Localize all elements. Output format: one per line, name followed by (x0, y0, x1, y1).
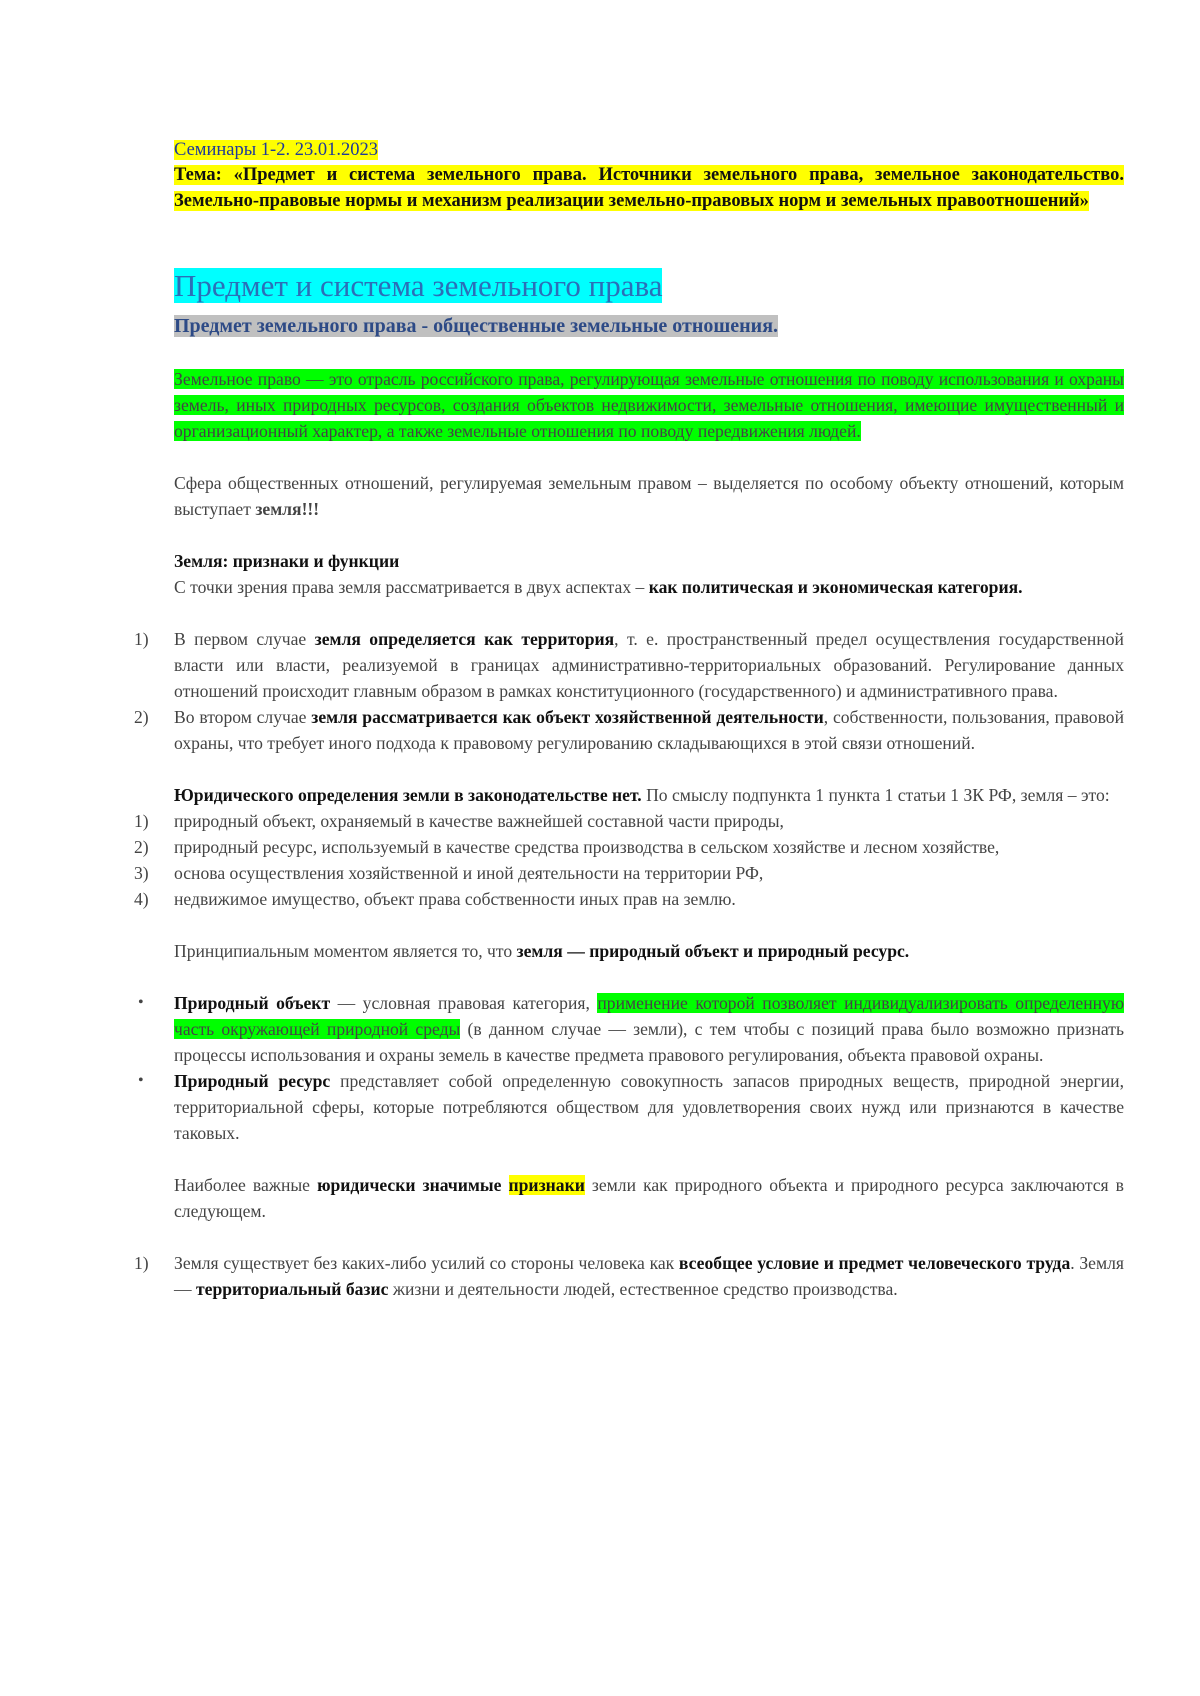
land-definition-list (134, 808, 1124, 912)
heading-1: Предмет и система земельного права (174, 268, 663, 303)
bullet-list (138, 990, 1124, 1146)
list-item: 4) недвижимое имущество, объект права собственности иных прав на землю. (134, 889, 736, 909)
list-item: 2) природный ресурс, используемый в качестве средства производства в сельском хозяйстве и лесном хозяйстве, (134, 837, 1000, 857)
land-intro: С точки зрения права земля рассматривается в двух аспектах – как политическая и экономическая категория. (174, 577, 1023, 597)
list-item: • Природный объект — условная правовая категория, применение которой позволяет индивидуализировать определенную часть окружающей природной среды (в данном случае — земли), с тем чтобы с позиций права было возможно признать процессы использования и охраны земель в качестве предмета правового регулирования, объекта правовой охраны. (138, 993, 1124, 1065)
list-item: 1) Земля существует без каких-либо усилий со стороны человека как всеобщее условие и предмет человеческого труда. Земля — территориальный базис жизни и деятельности людей, естественное средство производства. (134, 1253, 1124, 1299)
features-paragraph: Наиболее важные юридически значимые признаки земли как природного объекта и природного ресурса заключаются в следующем. (174, 1175, 1124, 1221)
list-item: 2) Во втором случае земля рассматривается как объект хозяйственной деятельности, собственности, пользования, правовой охраны, что требует иного подхода к правовому регулированию складывающихся в этой связи отношений. (134, 707, 1124, 753)
sphere-paragraph: Сфера общественных отношений, регулируемая земельным правом – выделяется по особому объекту отношений, которым выступает земля!!! (174, 473, 1124, 519)
theme-paragraph (174, 162, 1124, 214)
features-list (134, 1250, 1124, 1302)
list-item: 1) природный объект, охраняемый в качестве важнейшей составной части природы, (134, 811, 784, 831)
legal-definition-paragraph: Юридического определения земли в законодательстве нет. По смыслу подпункта 1 пункта 1 статьи 1 ЗК РФ, земля – это: (174, 785, 1110, 805)
document-body (134, 138, 1124, 1302)
land-section-title: Земля: признаки и функции (174, 551, 400, 571)
theme-text: Тема: «Предмет и система земельного права. Источники земельного права, земельное законодательство. Земельно-правовые нормы и механизм реализации земельно-правовых норм и земельных правоотношений» (174, 165, 1124, 211)
principle-paragraph: Принципиальным моментом является то, что земля — природный объект и природный ресурс. (174, 941, 910, 961)
definition-paragraph: Земельное право — это отрасль российского права, регулирующая земельные отношения по поводу использования и охраны земель, иных природных ресурсов, создания объектов недвижимости, земельные отношения, имеющие имущественный и организационный характер, а также земельные отношения по поводу передвижения людей. (174, 369, 1124, 441)
list-item: • Природный ресурс представляет собой определенную совокупность запасов природных веществ, природной энергии, территориальной сферы, которые потребляются обществом для удовлетворения своих нужд или признаются в качестве таковых. (138, 1071, 1124, 1143)
aspects-list (134, 626, 1124, 756)
list-item: 1) В первом случае земля определяется как территория, т. е. пространственный предел осуществления государственной власти или власти, реализуемой в границах административно-территориальных образований. Регулирование данных отношений происходит главным образом в рамках конституционного (государственного) и административного права. (134, 629, 1124, 701)
list-item: 3) основа осуществления хозяйственной и иной деятельности на территории РФ, (134, 863, 764, 883)
heading-2: Предмет земельного права - общественные земельные отношения. (174, 315, 779, 337)
seminar-text: Семинары 1-2. 23.01.2023 (174, 140, 378, 160)
seminar-line (174, 138, 1124, 162)
